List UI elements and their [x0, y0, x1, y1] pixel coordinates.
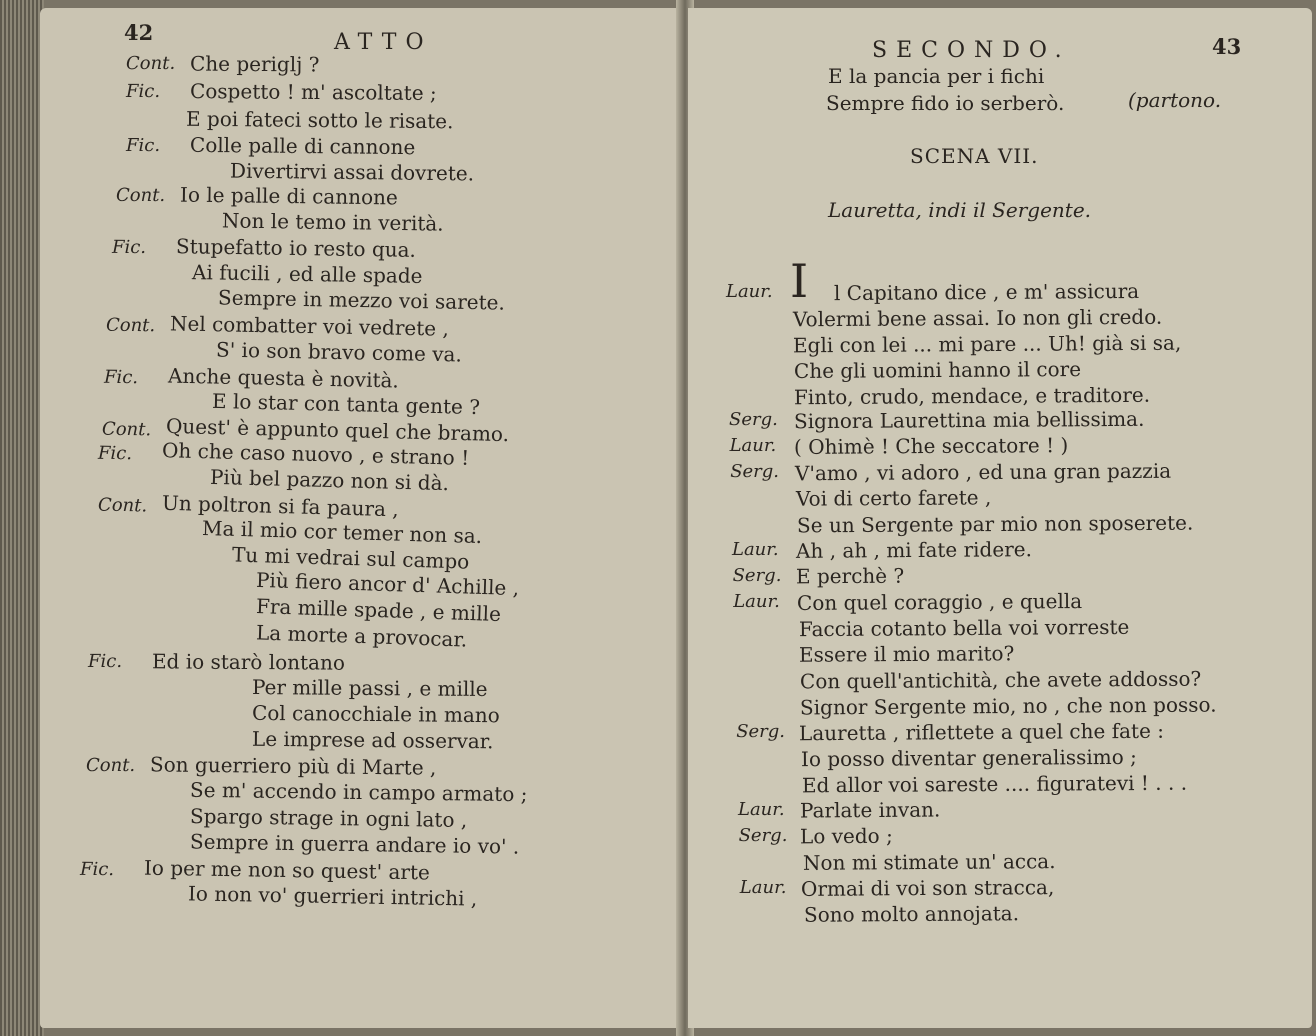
verse-line: Un poltron si fa paura , — [161, 490, 400, 522]
verse-line: Ma il mio cor temer non sa. — [201, 515, 483, 549]
verse-line: Tu mi vedrai sul campo — [231, 542, 470, 574]
verse-line: Egli con lei ... mi pare ... Uh! già si sa, — [792, 330, 1182, 358]
speaker-label: Laur. — [739, 877, 787, 898]
verse-line: Signor Sergente mio, no , che non posso. — [799, 692, 1217, 720]
stage-direction: (partono. — [1128, 88, 1222, 112]
verse-line: Anche questa è novità. — [167, 363, 400, 393]
verse-line: Stupefatto io resto qua. — [175, 234, 417, 262]
verse-line: ( Ohimè ! Che seccatore ! ) — [794, 433, 1069, 459]
verse-line: Io le palle di cannone — [179, 182, 398, 210]
verse-line: Signora Laurettina mia bellissima. — [793, 406, 1145, 434]
verse-line: Che periglj ? — [189, 51, 320, 77]
verse-line: Cospetto ! m' ascoltate ; — [189, 78, 437, 106]
page-number-right: 43 — [1212, 34, 1242, 59]
verse-line: Quest' è appunto quel che bramo. — [165, 413, 510, 447]
verse-line: Più fiero ancor d' Achille , — [255, 567, 520, 601]
speaker-label: Fic. — [111, 236, 147, 259]
speaker-label: Cont. — [115, 184, 166, 207]
verse-line: Ed allor voi sareste .... figuratevi ! . . . — [801, 770, 1187, 798]
verse-line: Più bel pazzo non si dà. — [209, 464, 450, 496]
speaker-label: Serg. — [729, 409, 778, 430]
left-page — [40, 8, 680, 1028]
verse-line: Non le temo in verità. — [221, 208, 444, 236]
scene-title: SCENA VII. — [910, 144, 1039, 168]
verse-line: Se un Sergente par mio non sposerete. — [796, 510, 1193, 538]
speaker-label: Laur. — [733, 591, 780, 612]
verse-line: Parlate invan. — [799, 797, 941, 823]
verse-line: Sempre in guerra andare io vo' . — [189, 829, 520, 859]
verse-line: Lo vedo ; — [800, 823, 894, 849]
speaker-label: Fic. — [79, 858, 115, 881]
verse-line: Spargo strage in ogni lato , — [189, 803, 468, 833]
verse-line: Nel combatter voi vedrete , — [169, 311, 450, 341]
verse-line: Io non vo' guerrieri intrichi , — [187, 881, 478, 911]
speaker-label: Fic. — [97, 442, 133, 465]
verse-line: Le imprese ad osservar. — [251, 726, 494, 754]
verse-line: Per mille passi , e mille — [251, 675, 488, 701]
speaker-label: Cont. — [125, 52, 176, 75]
running-header-left: ATTO — [334, 30, 433, 55]
verse-line: Faccia cotanto bella voi vorreste — [798, 614, 1129, 642]
verse-line: Ed io starò lontano — [151, 649, 346, 675]
verse-line: Sempre in mezzo voi sarete. — [217, 285, 506, 315]
verse-line: Fra mille spade , e mille — [255, 594, 502, 626]
verse-line: E perchè ? — [796, 563, 905, 589]
verse-line: Voi di certo farete , — [795, 485, 992, 511]
verse-line: Finto, crudo, mendace, e traditore. — [793, 382, 1151, 410]
speaker-label: Cont. — [105, 314, 156, 337]
speaker-label: Fic. — [125, 134, 161, 157]
page-number-left: 42 — [124, 20, 154, 45]
verse-line: E poi fateci sotto le risate. — [185, 106, 454, 134]
drop-cap: I — [790, 254, 809, 308]
verse-line: S' io son bravo come va. — [215, 337, 463, 367]
speaker-label: Cont. — [85, 754, 136, 777]
speaker-label: Laur. — [732, 539, 779, 560]
verse-line: Io per me non so quest' arte — [143, 855, 431, 885]
verse-line: La morte a provocar. — [255, 620, 468, 652]
verse-line: Io posso diventar generalissimo ; — [800, 744, 1137, 772]
verse-line: Se m' accendo in campo armato ; — [189, 777, 528, 807]
speaker-label: Fic. — [87, 650, 123, 673]
verse-line: Non mi stimate un' acca. — [802, 849, 1056, 875]
right-page — [688, 8, 1312, 1028]
speaker-label: Serg. — [730, 461, 780, 482]
speaker-label: Serg. — [738, 825, 788, 846]
intro-line: Sempre fido io serberò. — [826, 91, 1065, 115]
verse-line: Ai fucili , ed alle spade — [191, 260, 423, 288]
speaker-label: Cont. — [97, 494, 148, 517]
verse-line: Con quell'antichità, che avete addosso? — [799, 666, 1201, 694]
speaker-label: Cont. — [101, 418, 152, 441]
scene-characters: Lauretta, indi il Sergente. — [828, 198, 1092, 222]
verse-line: Che gli uomini hanno il core — [793, 356, 1081, 384]
verse-line: Divertirvi assai dovrete. — [229, 158, 475, 186]
verse-line: Son guerriero più di Marte , — [149, 752, 437, 780]
intro-line: E la pancia per i fichi — [828, 64, 1045, 88]
verse-line: Lauretta , riflettete a quel che fate : — [798, 718, 1164, 746]
speaker-label: Serg. — [732, 565, 782, 586]
speaker-label: Laur. — [726, 281, 773, 302]
verse-line: Essere il mio marito? — [798, 641, 1015, 667]
verse-line: Con quel coraggio , e quella — [796, 589, 1083, 615]
verse-line: Col canocchiale in mano — [251, 700, 500, 728]
page-edges — [0, 0, 44, 1036]
verse-line: Colle palle di cannone — [189, 132, 416, 160]
speaker-label: Fic. — [125, 80, 161, 103]
speaker-label: Laur. — [738, 799, 785, 820]
verse-line: l Capitano dice , e m' assicura — [833, 278, 1140, 306]
verse-line: Sono molto annojata. — [803, 901, 1020, 927]
verse-line: Volermi bene assai. Io non gli credo. — [792, 304, 1162, 332]
verse-line: Ormai di voi son stracca, — [801, 875, 1055, 901]
speaker-label: Serg. — [736, 721, 786, 742]
verse-line: Ah , ah , mi fate ridere. — [795, 537, 1032, 563]
verse-line: V'amo , vi adoro , ed una gran pazzia — [794, 458, 1172, 486]
speaker-label: Laur. — [729, 435, 777, 456]
verse-line: E lo star con tanta gente ? — [211, 388, 481, 420]
verse-line: Oh che caso nuovo , e strano ! — [161, 438, 470, 470]
speaker-label: Fic. — [103, 366, 139, 389]
running-header-right: SECONDO. — [872, 38, 1071, 63]
